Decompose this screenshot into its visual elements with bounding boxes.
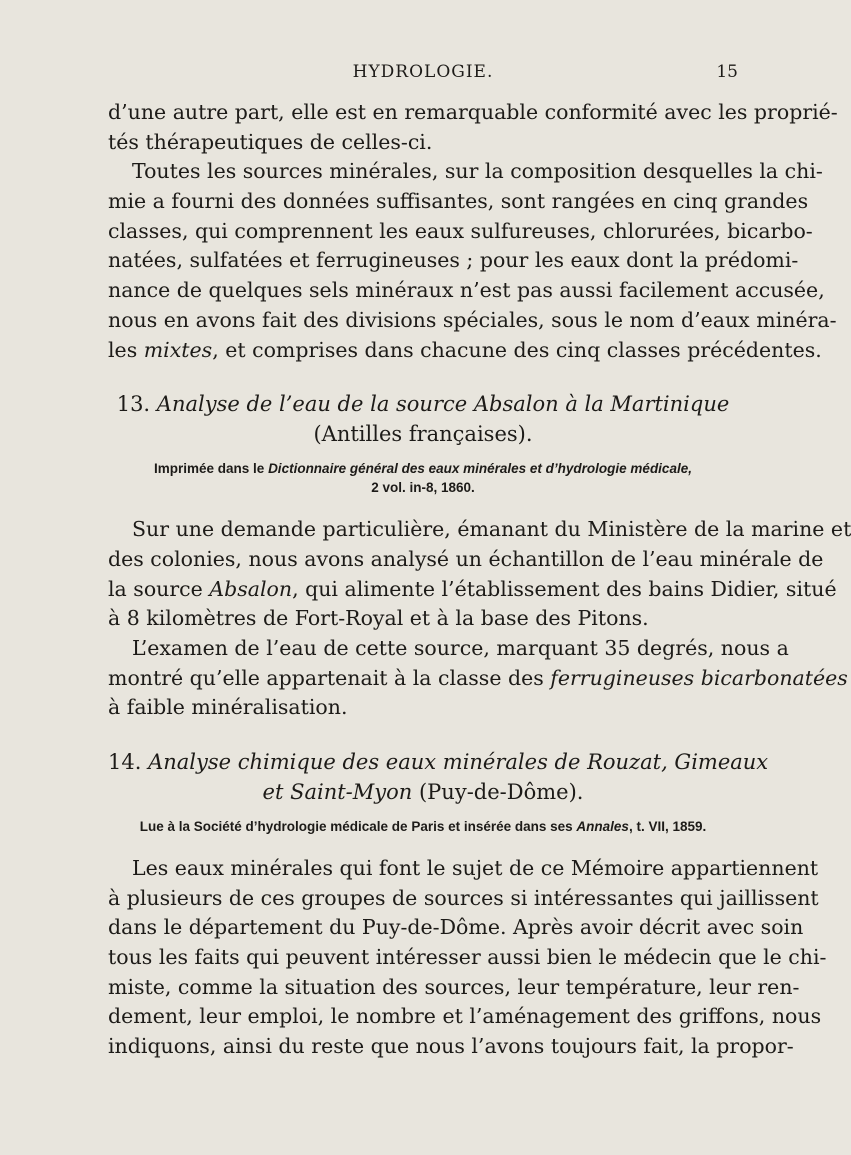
text-span: , et comprises dans chacune des cinq classes précédentes. [212,337,822,362]
italic-term: mixtes [143,337,213,362]
body-text [108,98,851,1062]
text-line: à 8 kilomètres de Fort-Royal et à la base des Pitons. [108,606,649,631]
text-line: natées, sulfatées et ferrugineuses ; pour les eaux dont la prédomi- [108,248,799,273]
text-line [108,664,848,694]
section-title-text: Analyse chimique des eaux minérales de Rouzat, Gimeaux [148,750,769,774]
section-title [108,747,769,777]
section-title [108,389,738,419]
text-line: dement, leur emploi, le nombre et l’aménagement des griffons, nous [108,1004,822,1029]
section-title-text: Analyse de l’eau de la source Absalon à la Martinique [156,392,730,417]
note-text: Imprimée dans le [154,461,269,477]
note-text: Lue à la Société d’hydrologie médicale de Paris et insérée dans ses [139,819,577,834]
text-line [108,336,822,366]
text-line: Sur une demande particulière, émanant du Ministère de la marine et [132,517,851,542]
text-line [108,575,837,605]
text-line: des colonies, nous avons analysé un échantillon de l’eau minérale de [108,546,824,571]
paragraph-2 [108,157,837,365]
section-subtitle [108,777,738,807]
text-line: L’examen de l’eau de cette source, marquant 35 degrés, nous a [132,635,789,660]
text-span: montré qu’elle appartenait à la classe des [108,665,551,690]
paragraph-4 [108,634,848,723]
text-line: Toutes les sources minérales, sur la composition desquelles la chi- [132,159,823,184]
text-line: miste, comme la situation des sources, leur température, leur ren- [108,974,800,999]
paragraph-3 [108,515,851,634]
text-line: nous en avons fait des divisions spéciales, sous le nom d’eaux minéra- [108,307,837,332]
text-line: d’une autre part, elle est en remarquable conformité avec les proprié- [108,100,838,124]
text-line: dans le département du Puy-de-Dôme. Après avoir décrit avec soin [108,915,804,940]
text-line: mie a fourni des données suffisantes, sont rangées en cinq grandes [108,189,809,214]
section-subtitle: (Antilles françaises). [313,422,533,447]
page-header [108,62,738,84]
page-number: 15 [716,62,738,82]
text-line: indiquons, ainsi du reste que nous l’avons toujours fait, la propor- [108,1034,794,1059]
text-span: la source [108,576,210,601]
paragraph-1 [108,98,838,157]
text-span: , qui alimente l’établissement des bains Didier, situé [292,576,837,601]
section-title-text: (Puy-de-Dôme). [412,780,584,804]
text-line: Les eaux minérales qui font le sujet de ce Mémoire appartiennent [132,856,819,880]
section-note [108,459,738,478]
section-number: 14. [108,750,142,774]
section-note: 2 vol. in-8, 1860. [371,480,475,496]
paragraph-5 [108,854,827,1062]
text-line: nance de quelques sels minéraux n’est pas aussi facilement accusée, [108,278,825,303]
text-line: à faible minéralisation. [108,695,348,720]
note-text: , t. VII, 1859. [628,819,707,834]
text-span: les [108,337,144,362]
text-line: à plusieurs de ces groupes de sources si intéressantes qui jaillissent [108,885,819,910]
italic-term: ferrugineuses bicarbonatées [550,665,848,690]
running-title: HYDROLOGIE. [352,62,494,82]
note-italic: Annales [576,819,629,834]
section-13-heading [108,389,738,497]
text-line: tés thérapeutiques de celles-ci. [108,129,433,154]
section-14-heading [108,747,769,836]
italic-term: Absalon [209,576,293,601]
note-italic: Dictionnaire général des eaux minérales et d’hydrologie médicale, [268,461,692,477]
text-line: classes, qui comprennent les eaux sulfureuses, chlorurées, bicarbo- [108,218,813,243]
section-number: 13. [116,392,151,417]
text-line: tous les faits qui peuvent intéresser aussi bien le médecin que le chi- [108,945,827,970]
section-title-text: et Saint-Myon [262,780,413,804]
section-note [108,817,738,836]
